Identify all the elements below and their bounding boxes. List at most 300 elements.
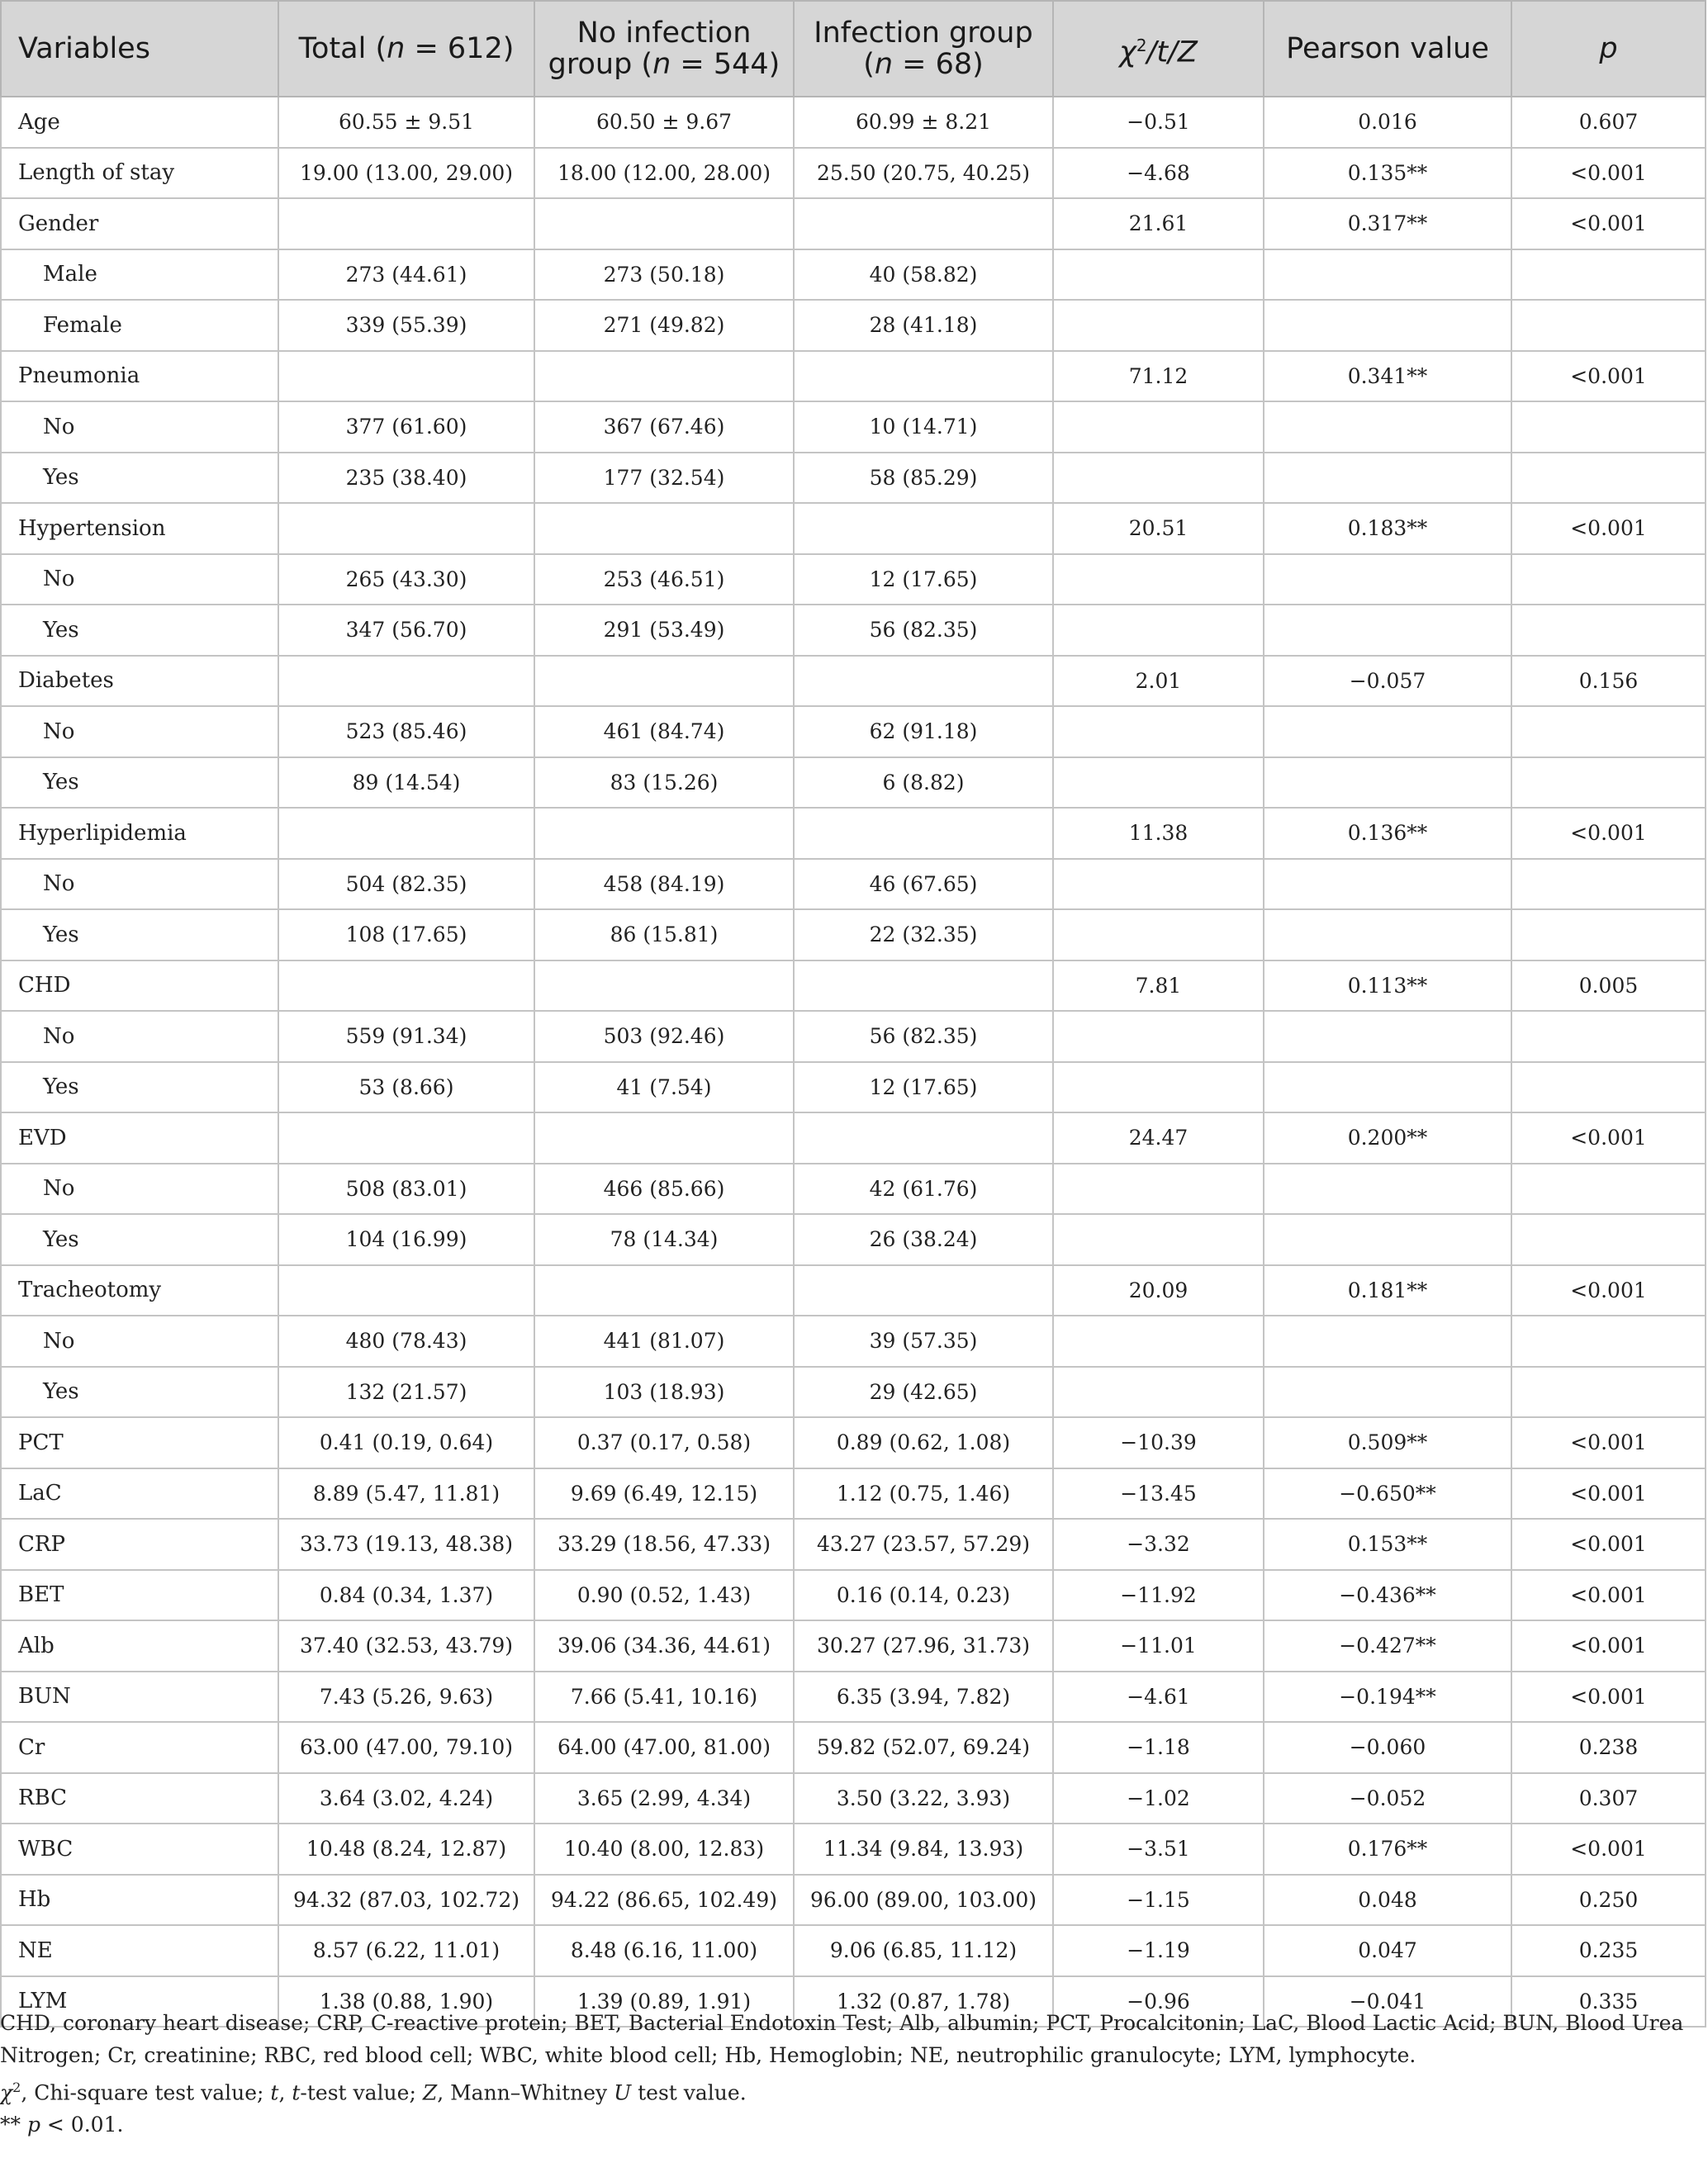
cell-no-infection: 291 (53.49) bbox=[534, 605, 794, 656]
cell-p-value bbox=[1511, 1316, 1706, 1367]
cell-no-infection bbox=[534, 1265, 794, 1316]
table-row bbox=[1, 1620, 1706, 1672]
cell-pearson bbox=[1264, 1367, 1511, 1418]
cell-total bbox=[278, 198, 534, 249]
cell-p-value: <0.001 bbox=[1511, 808, 1706, 859]
cell-pearson bbox=[1264, 1062, 1511, 1113]
cell-total bbox=[278, 656, 534, 707]
cell-total bbox=[278, 351, 534, 402]
cell-variable: No bbox=[1, 706, 278, 757]
cell-p-value: 0.235 bbox=[1511, 1925, 1706, 1976]
cell-variable: Female bbox=[1, 300, 278, 351]
cell-pearson: 0.341** bbox=[1264, 351, 1511, 402]
cell-pearson: 0.048 bbox=[1264, 1875, 1511, 1926]
table-row bbox=[1, 1468, 1706, 1520]
cell-p-value bbox=[1511, 859, 1706, 910]
cell-variable: No bbox=[1, 1316, 278, 1367]
cell-p-value: <0.001 bbox=[1511, 148, 1706, 199]
cell-total bbox=[278, 1265, 534, 1316]
cell-p-value: 0.005 bbox=[1511, 960, 1706, 1012]
cell-total: 559 (91.34) bbox=[278, 1011, 534, 1062]
cell-test-statistic: 21.61 bbox=[1053, 198, 1264, 249]
cell-pearson: −0.650** bbox=[1264, 1468, 1511, 1520]
cell-pearson: 0.317** bbox=[1264, 198, 1511, 249]
cell-infection: 12 (17.65) bbox=[794, 554, 1053, 605]
cell-infection: 29 (42.65) bbox=[794, 1367, 1053, 1418]
cell-p-value: <0.001 bbox=[1511, 1265, 1706, 1316]
cell-infection: 46 (67.65) bbox=[794, 859, 1053, 910]
cell-test-statistic bbox=[1053, 554, 1264, 605]
table-row bbox=[1, 1773, 1706, 1824]
cell-pearson: 0.136** bbox=[1264, 808, 1511, 859]
cell-variable: No bbox=[1, 859, 278, 910]
cell-pearson: 0.113** bbox=[1264, 960, 1511, 1012]
cell-p-value: <0.001 bbox=[1511, 351, 1706, 402]
cell-infection: 58 (85.29) bbox=[794, 453, 1053, 504]
cell-p-value bbox=[1511, 1011, 1706, 1062]
cell-pearson: 0.183** bbox=[1264, 503, 1511, 554]
cell-infection: 96.00 (89.00, 103.00) bbox=[794, 1875, 1053, 1926]
cell-infection: 6.35 (3.94, 7.82) bbox=[794, 1672, 1053, 1723]
cell-p-value: <0.001 bbox=[1511, 1468, 1706, 1520]
table-row bbox=[1, 605, 1706, 656]
cell-total: 33.73 (19.13, 48.38) bbox=[278, 1519, 534, 1570]
cell-pearson: 0.047 bbox=[1264, 1925, 1511, 1976]
cell-infection: 56 (82.35) bbox=[794, 1011, 1053, 1062]
cell-infection: 43.27 (23.57, 57.29) bbox=[794, 1519, 1053, 1570]
cell-total: 94.32 (87.03, 102.72) bbox=[278, 1875, 534, 1926]
cell-total: 60.55 ± 9.51 bbox=[278, 97, 534, 148]
cell-no-infection bbox=[534, 503, 794, 554]
cell-infection: 10 (14.71) bbox=[794, 401, 1053, 453]
cell-variable: RBC bbox=[1, 1773, 278, 1824]
table-row bbox=[1, 1722, 1706, 1773]
cell-test-statistic bbox=[1053, 249, 1264, 301]
cell-variable: Age bbox=[1, 97, 278, 148]
header-total: Total (n = 612) bbox=[278, 1, 534, 97]
cell-total: 10.48 (8.24, 12.87) bbox=[278, 1824, 534, 1875]
cell-no-infection: 103 (18.93) bbox=[534, 1367, 794, 1418]
cell-p-value bbox=[1511, 1367, 1706, 1418]
cell-no-infection: 78 (14.34) bbox=[534, 1214, 794, 1265]
cell-pearson: −0.436** bbox=[1264, 1570, 1511, 1621]
cell-pearson: −0.427** bbox=[1264, 1620, 1511, 1672]
cell-infection: 25.50 (20.75, 40.25) bbox=[794, 148, 1053, 199]
cell-variable: Yes bbox=[1, 757, 278, 809]
cell-no-infection: 253 (46.51) bbox=[534, 554, 794, 605]
cell-variable: No bbox=[1, 1164, 278, 1215]
cell-infection bbox=[794, 808, 1053, 859]
cell-total: 523 (85.46) bbox=[278, 706, 534, 757]
cell-no-infection: 177 (32.54) bbox=[534, 453, 794, 504]
table-row bbox=[1, 1011, 1706, 1062]
cell-infection: 28 (41.18) bbox=[794, 300, 1053, 351]
cell-total: 480 (78.43) bbox=[278, 1316, 534, 1367]
cell-total: 132 (21.57) bbox=[278, 1367, 534, 1418]
cell-total: 108 (17.65) bbox=[278, 909, 534, 960]
cell-infection: 26 (38.24) bbox=[794, 1214, 1053, 1265]
cell-p-value: 0.607 bbox=[1511, 97, 1706, 148]
cell-total bbox=[278, 1112, 534, 1164]
cell-test-statistic: −11.01 bbox=[1053, 1620, 1264, 1672]
cell-total: 19.00 (13.00, 29.00) bbox=[278, 148, 534, 199]
cell-no-infection: 466 (85.66) bbox=[534, 1164, 794, 1215]
cell-no-infection: 367 (67.46) bbox=[534, 401, 794, 453]
cell-variable: Hypertension bbox=[1, 503, 278, 554]
cell-total bbox=[278, 808, 534, 859]
cell-infection: 0.89 (0.62, 1.08) bbox=[794, 1417, 1053, 1468]
cell-total: 8.57 (6.22, 11.01) bbox=[278, 1925, 534, 1976]
table-row bbox=[1, 706, 1706, 757]
cell-no-infection bbox=[534, 656, 794, 707]
table-row bbox=[1, 453, 1706, 504]
table-body bbox=[1, 97, 1706, 2027]
cell-pearson: 0.181** bbox=[1264, 1265, 1511, 1316]
header-no-infection-group: No infection group (n = 544) bbox=[534, 1, 794, 97]
table-row bbox=[1, 1214, 1706, 1265]
cell-total: 7.43 (5.26, 9.63) bbox=[278, 1672, 534, 1723]
cell-test-statistic bbox=[1053, 1367, 1264, 1418]
cell-p-value bbox=[1511, 1062, 1706, 1113]
cell-variable: Yes bbox=[1, 605, 278, 656]
table-row bbox=[1, 1112, 1706, 1164]
cell-test-statistic bbox=[1053, 1164, 1264, 1215]
cell-no-infection bbox=[534, 960, 794, 1012]
cell-variable: No bbox=[1, 1011, 278, 1062]
cell-infection: 30.27 (27.96, 31.73) bbox=[794, 1620, 1053, 1672]
cell-no-infection bbox=[534, 808, 794, 859]
cell-p-value: 0.250 bbox=[1511, 1875, 1706, 1926]
cell-total: 1.38 (0.88, 1.90) bbox=[278, 1976, 534, 2028]
header-variables: Variables bbox=[1, 1, 278, 97]
cell-infection: 56 (82.35) bbox=[794, 605, 1053, 656]
cell-test-statistic: 20.51 bbox=[1053, 503, 1264, 554]
table-row bbox=[1, 1265, 1706, 1316]
cell-p-value bbox=[1511, 757, 1706, 809]
cell-variable: Length of stay bbox=[1, 148, 278, 199]
cell-variable: Diabetes bbox=[1, 656, 278, 707]
cell-test-statistic bbox=[1053, 757, 1264, 809]
table-header bbox=[1, 1, 1706, 97]
cell-test-statistic bbox=[1053, 605, 1264, 656]
cell-variable: No bbox=[1, 554, 278, 605]
cell-infection bbox=[794, 1265, 1053, 1316]
cell-pearson bbox=[1264, 249, 1511, 301]
header-p-value: p bbox=[1511, 1, 1706, 97]
cell-pearson: −0.041 bbox=[1264, 1976, 1511, 2028]
cell-infection: 59.82 (52.07, 69.24) bbox=[794, 1722, 1053, 1773]
cell-pearson bbox=[1264, 757, 1511, 809]
cell-infection: 3.50 (3.22, 3.93) bbox=[794, 1773, 1053, 1824]
cell-variable: LaC bbox=[1, 1468, 278, 1520]
cell-infection bbox=[794, 960, 1053, 1012]
cell-p-value: 0.335 bbox=[1511, 1976, 1706, 2028]
cell-no-infection: 0.37 (0.17, 0.58) bbox=[534, 1417, 794, 1468]
cell-test-statistic: −11.92 bbox=[1053, 1570, 1264, 1621]
cell-variable: No bbox=[1, 401, 278, 453]
cell-p-value: <0.001 bbox=[1511, 1672, 1706, 1723]
cell-variable: Tracheotomy bbox=[1, 1265, 278, 1316]
table-footnotes bbox=[0, 2007, 1701, 2141]
cell-p-value bbox=[1511, 554, 1706, 605]
header-pearson-value: Pearson value bbox=[1264, 1, 1511, 97]
cell-pearson: 0.016 bbox=[1264, 97, 1511, 148]
cell-p-value bbox=[1511, 453, 1706, 504]
cell-test-statistic: 71.12 bbox=[1053, 351, 1264, 402]
cell-pearson bbox=[1264, 1011, 1511, 1062]
table-row bbox=[1, 148, 1706, 199]
cell-total: 89 (14.54) bbox=[278, 757, 534, 809]
cell-infection: 39 (57.35) bbox=[794, 1316, 1053, 1367]
cell-pearson bbox=[1264, 453, 1511, 504]
table-row bbox=[1, 1672, 1706, 1723]
cell-no-infection: 64.00 (47.00, 81.00) bbox=[534, 1722, 794, 1773]
cell-total: 235 (38.40) bbox=[278, 453, 534, 504]
table-row bbox=[1, 808, 1706, 859]
cell-variable: Yes bbox=[1, 909, 278, 960]
cell-total: 104 (16.99) bbox=[278, 1214, 534, 1265]
cell-variable: EVD bbox=[1, 1112, 278, 1164]
cell-p-value: 0.307 bbox=[1511, 1773, 1706, 1824]
cell-no-infection: 458 (84.19) bbox=[534, 859, 794, 910]
cell-test-statistic: 11.38 bbox=[1053, 808, 1264, 859]
cell-variable: Cr bbox=[1, 1722, 278, 1773]
cell-p-value: <0.001 bbox=[1511, 1112, 1706, 1164]
cell-p-value bbox=[1511, 249, 1706, 301]
cell-total: 347 (56.70) bbox=[278, 605, 534, 656]
cell-p-value bbox=[1511, 300, 1706, 351]
table-row bbox=[1, 1367, 1706, 1418]
cell-no-infection: 41 (7.54) bbox=[534, 1062, 794, 1113]
cell-infection: 60.99 ± 8.21 bbox=[794, 97, 1053, 148]
cell-infection: 11.34 (9.84, 13.93) bbox=[794, 1824, 1053, 1875]
cell-no-infection: 60.50 ± 9.67 bbox=[534, 97, 794, 148]
cell-total: 0.84 (0.34, 1.37) bbox=[278, 1570, 534, 1621]
table-row bbox=[1, 960, 1706, 1012]
table-row bbox=[1, 1316, 1706, 1367]
cell-pearson bbox=[1264, 859, 1511, 910]
cell-total: 339 (55.39) bbox=[278, 300, 534, 351]
cell-pearson bbox=[1264, 300, 1511, 351]
cell-total: 63.00 (47.00, 79.10) bbox=[278, 1722, 534, 1773]
cell-test-statistic: −13.45 bbox=[1053, 1468, 1264, 1520]
cell-total: 504 (82.35) bbox=[278, 859, 534, 910]
table-row bbox=[1, 249, 1706, 301]
cell-variable: Male bbox=[1, 249, 278, 301]
cell-p-value: 0.156 bbox=[1511, 656, 1706, 707]
cell-no-infection: 33.29 (18.56, 47.33) bbox=[534, 1519, 794, 1570]
cell-test-statistic: −3.32 bbox=[1053, 1519, 1264, 1570]
cell-p-value: <0.001 bbox=[1511, 1570, 1706, 1621]
cell-pearson: −0.057 bbox=[1264, 656, 1511, 707]
table-row bbox=[1, 503, 1706, 554]
cell-test-statistic bbox=[1053, 1316, 1264, 1367]
cell-test-statistic bbox=[1053, 453, 1264, 504]
cell-no-infection: 94.22 (86.65, 102.49) bbox=[534, 1875, 794, 1926]
cell-pearson: 0.153** bbox=[1264, 1519, 1511, 1570]
cell-p-value: <0.001 bbox=[1511, 503, 1706, 554]
footnote-statistics: $\chi^2$, Chi-square test value; t, t-test value; Z, Mann–Whitney U test value. bbox=[0, 2080, 747, 2105]
cell-no-infection bbox=[534, 1112, 794, 1164]
cell-test-statistic bbox=[1053, 1011, 1264, 1062]
cell-total: 273 (44.61) bbox=[278, 249, 534, 301]
cell-pearson bbox=[1264, 1164, 1511, 1215]
cell-pearson: −0.052 bbox=[1264, 1773, 1511, 1824]
cell-variable: Alb bbox=[1, 1620, 278, 1672]
cell-pearson: 0.135** bbox=[1264, 148, 1511, 199]
cell-pearson: 0.509** bbox=[1264, 1417, 1511, 1468]
cell-infection: 6 (8.82) bbox=[794, 757, 1053, 809]
cell-p-value: <0.001 bbox=[1511, 1417, 1706, 1468]
cell-pearson bbox=[1264, 605, 1511, 656]
cell-pearson bbox=[1264, 401, 1511, 453]
cell-p-value: <0.001 bbox=[1511, 1620, 1706, 1672]
cell-variable: BUN bbox=[1, 1672, 278, 1723]
cell-variable: Yes bbox=[1, 453, 278, 504]
cell-variable: CRP bbox=[1, 1519, 278, 1570]
cell-p-value bbox=[1511, 1214, 1706, 1265]
table-row bbox=[1, 656, 1706, 707]
cell-infection: 1.12 (0.75, 1.46) bbox=[794, 1468, 1053, 1520]
cell-infection bbox=[794, 656, 1053, 707]
cell-variable: LYM bbox=[1, 1976, 278, 2028]
cell-test-statistic: −1.18 bbox=[1053, 1722, 1264, 1773]
cell-total: 8.89 (5.47, 11.81) bbox=[278, 1468, 534, 1520]
table-row bbox=[1, 401, 1706, 453]
table-row bbox=[1, 1824, 1706, 1875]
cell-no-infection bbox=[534, 198, 794, 249]
cell-test-statistic bbox=[1053, 300, 1264, 351]
cell-pearson: −0.060 bbox=[1264, 1722, 1511, 1773]
cell-no-infection: 1.39 (0.89, 1.91) bbox=[534, 1976, 794, 2028]
cell-p-value bbox=[1511, 605, 1706, 656]
cell-variable: Pneumonia bbox=[1, 351, 278, 402]
cell-variable: Yes bbox=[1, 1062, 278, 1113]
cell-infection bbox=[794, 351, 1053, 402]
cell-no-infection: 461 (84.74) bbox=[534, 706, 794, 757]
table-row bbox=[1, 1925, 1706, 1976]
cell-test-statistic: −4.61 bbox=[1053, 1672, 1264, 1723]
cell-variable: PCT bbox=[1, 1417, 278, 1468]
cell-total: 37.40 (32.53, 43.79) bbox=[278, 1620, 534, 1672]
cell-p-value: <0.001 bbox=[1511, 1519, 1706, 1570]
cell-no-infection: 503 (92.46) bbox=[534, 1011, 794, 1062]
cell-test-statistic: −4.68 bbox=[1053, 148, 1264, 199]
cell-no-infection: 273 (50.18) bbox=[534, 249, 794, 301]
cell-total bbox=[278, 503, 534, 554]
cell-no-infection: 10.40 (8.00, 12.83) bbox=[534, 1824, 794, 1875]
cell-no-infection: 8.48 (6.16, 11.00) bbox=[534, 1925, 794, 1976]
cell-pearson bbox=[1264, 909, 1511, 960]
cell-infection: 62 (91.18) bbox=[794, 706, 1053, 757]
cell-p-value bbox=[1511, 909, 1706, 960]
cell-p-value bbox=[1511, 401, 1706, 453]
cell-infection: 40 (58.82) bbox=[794, 249, 1053, 301]
cell-p-value bbox=[1511, 706, 1706, 757]
cell-total: 53 (8.66) bbox=[278, 1062, 534, 1113]
cell-total: 3.64 (3.02, 4.24) bbox=[278, 1773, 534, 1824]
cell-test-statistic: 24.47 bbox=[1053, 1112, 1264, 1164]
cell-infection bbox=[794, 503, 1053, 554]
table-row bbox=[1, 757, 1706, 809]
cell-no-infection: 441 (81.07) bbox=[534, 1316, 794, 1367]
cell-p-value: <0.001 bbox=[1511, 198, 1706, 249]
cell-test-statistic bbox=[1053, 401, 1264, 453]
table-row bbox=[1, 351, 1706, 402]
cell-test-statistic: −1.19 bbox=[1053, 1925, 1264, 1976]
cell-no-infection: 83 (15.26) bbox=[534, 757, 794, 809]
footnote-significance: ** p < 0.01. bbox=[0, 2113, 124, 2137]
cell-pearson bbox=[1264, 706, 1511, 757]
cell-infection: 22 (32.35) bbox=[794, 909, 1053, 960]
footnote-abbreviations: CHD, coronary heart disease; CRP, C-reactive protein; BET, Bacterial Endotoxin Test; Alb, albumin; PCT, Procalcitonin; LaC, Blood Lactic Acid; BUN, Blood Urea Nitrogen; Cr, creatinine; RBC, red blood cell; WBC, white blood cell; Hb, Hemoglobin; NE, neutrophilic granulocyte; LYM, lymphocyte. bbox=[0, 2011, 1684, 2067]
cell-no-infection: 18.00 (12.00, 28.00) bbox=[534, 148, 794, 199]
cell-test-statistic bbox=[1053, 1214, 1264, 1265]
cell-test-statistic: 20.09 bbox=[1053, 1265, 1264, 1316]
table-row bbox=[1, 1519, 1706, 1570]
cell-test-statistic: −1.02 bbox=[1053, 1773, 1264, 1824]
table-row bbox=[1, 198, 1706, 249]
cell-total: 377 (61.60) bbox=[278, 401, 534, 453]
table-row bbox=[1, 554, 1706, 605]
cell-pearson bbox=[1264, 1214, 1511, 1265]
table-row bbox=[1, 1417, 1706, 1468]
cell-total bbox=[278, 960, 534, 1012]
cell-infection bbox=[794, 1112, 1053, 1164]
table-row bbox=[1, 909, 1706, 960]
table-row bbox=[1, 859, 1706, 910]
cell-p-value bbox=[1511, 1164, 1706, 1215]
cell-infection: 0.16 (0.14, 0.23) bbox=[794, 1570, 1053, 1621]
cell-pearson: −0.194** bbox=[1264, 1672, 1511, 1723]
cell-variable: Yes bbox=[1, 1367, 278, 1418]
cell-no-infection: 39.06 (34.36, 44.61) bbox=[534, 1620, 794, 1672]
cell-pearson: 0.200** bbox=[1264, 1112, 1511, 1164]
cell-p-value: <0.001 bbox=[1511, 1824, 1706, 1875]
cell-variable: NE bbox=[1, 1925, 278, 1976]
cell-no-infection: 0.90 (0.52, 1.43) bbox=[534, 1570, 794, 1621]
cell-total: 265 (43.30) bbox=[278, 554, 534, 605]
cell-no-infection: 9.69 (6.49, 12.15) bbox=[534, 1468, 794, 1520]
table-row bbox=[1, 300, 1706, 351]
cell-variable: Hb bbox=[1, 1875, 278, 1926]
cell-test-statistic: 2.01 bbox=[1053, 656, 1264, 707]
cell-total: 508 (83.01) bbox=[278, 1164, 534, 1215]
cell-test-statistic bbox=[1053, 1062, 1264, 1113]
cell-variable: WBC bbox=[1, 1824, 278, 1875]
header-infection-group: Infection group (n = 68) bbox=[794, 1, 1053, 97]
cell-no-infection: 7.66 (5.41, 10.16) bbox=[534, 1672, 794, 1723]
table-row bbox=[1, 1062, 1706, 1113]
table-row bbox=[1, 1164, 1706, 1215]
cell-pearson bbox=[1264, 1316, 1511, 1367]
cell-pearson: 0.176** bbox=[1264, 1824, 1511, 1875]
cell-test-statistic: −1.15 bbox=[1053, 1875, 1264, 1926]
cell-variable: Gender bbox=[1, 198, 278, 249]
cell-infection: 9.06 (6.85, 11.12) bbox=[794, 1925, 1053, 1976]
cell-pearson bbox=[1264, 554, 1511, 605]
cell-variable: BET bbox=[1, 1570, 278, 1621]
cell-variable: Hyperlipidemia bbox=[1, 808, 278, 859]
cell-test-statistic: 7.81 bbox=[1053, 960, 1264, 1012]
cell-test-statistic: −0.96 bbox=[1053, 1976, 1264, 2028]
table-row bbox=[1, 1875, 1706, 1926]
cell-variable: CHD bbox=[1, 960, 278, 1012]
cell-test-statistic bbox=[1053, 706, 1264, 757]
cell-infection: 42 (61.76) bbox=[794, 1164, 1053, 1215]
table-row bbox=[1, 97, 1706, 148]
header-test-statistic: $\chi^2/t/Z$ bbox=[1053, 1, 1264, 97]
